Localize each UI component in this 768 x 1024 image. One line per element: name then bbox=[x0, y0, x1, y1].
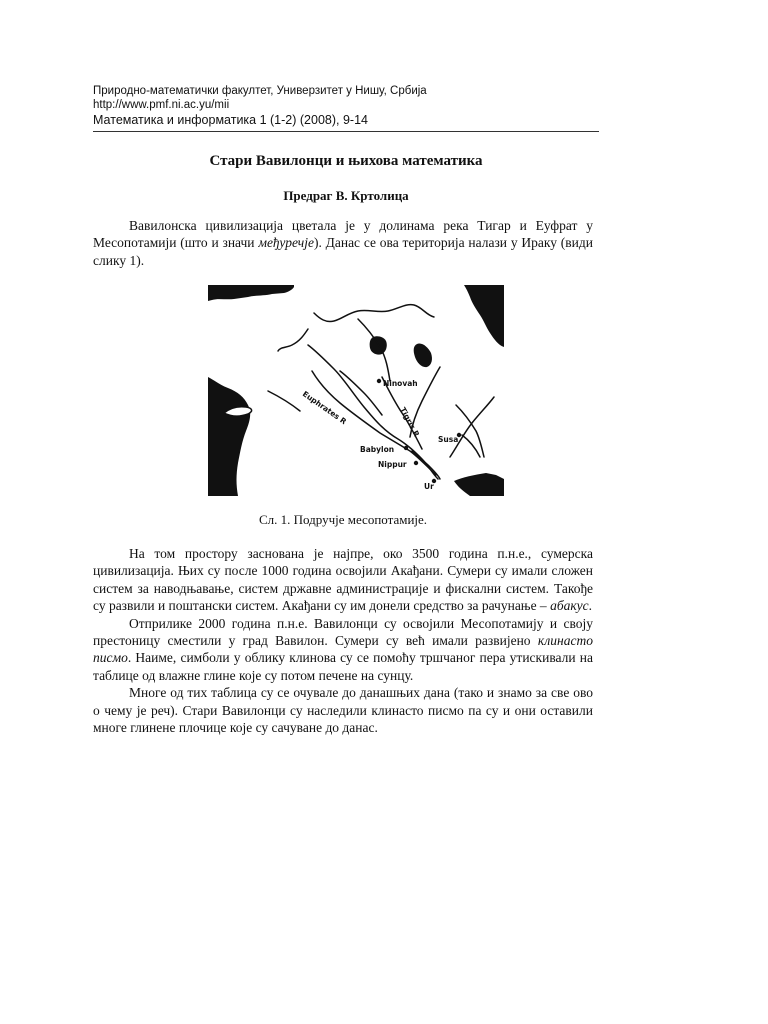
intro-paragraph-block bbox=[93, 217, 593, 269]
body-text-block bbox=[93, 545, 593, 736]
p1-text-b: . bbox=[588, 598, 593, 614]
body-paragraph-2 bbox=[93, 615, 593, 685]
p2-text-a: Отприлике 2000 година п.н.е. Вавилонци су освојили Месопотамију и своју престоницу сместили у град Вавилон. Сумери су већ имали развијено bbox=[93, 615, 593, 649]
intro-text-b: ). Данас се ова територија налази у Ираку (види слику 1). bbox=[93, 235, 593, 268]
p2-text-b: . Наиме, симболи у облику клинова су се помоћу тршчаног пера утискивали на таблице од влажне глине које су потом печене на сунцу. bbox=[93, 650, 593, 683]
label-susa: Susa bbox=[438, 435, 459, 444]
label-tigris: Tigris R bbox=[398, 405, 422, 439]
article-title: Стари Вавилонци и њихова математика bbox=[209, 153, 483, 169]
body-paragraph-1 bbox=[93, 545, 593, 615]
p1-emphasis: абакус bbox=[550, 598, 589, 614]
p1-text-a: На том простору заснована је најпре, око 3500 година п.н.е., сумерска цивилизација. Њих су после 1000 година освојили Акађани. Сумери су имали сложен систем за наводњавање, систем државне администрације и фискални систем. Такође су развили и поштански систем. Акађани су им донели средство за рачунање – bbox=[93, 546, 593, 614]
p2-emphasis: клинасто писмо bbox=[93, 633, 593, 666]
label-ur: Ur bbox=[424, 482, 434, 491]
label-euphrates: Euphrates R bbox=[300, 389, 349, 427]
journal-citation: Математика и информатика 1 (1-2) (2008), 9-14 bbox=[93, 113, 368, 127]
journal-url[interactable]: http://www.pmf.ni.ac.yu/mii bbox=[93, 99, 230, 111]
article-author: Предраг В. Кртолица bbox=[283, 188, 409, 203]
intro-text-a: Вавилонска цивилизација цветала је у долинама река Тигар и Еуфрат у Месопотамији (што и значи bbox=[93, 218, 593, 251]
figure-caption: Сл. 1. Подручје месопотамије. bbox=[258, 512, 428, 527]
intro-emphasis: међуречје bbox=[258, 235, 314, 251]
label-nippur: Nippur bbox=[378, 460, 407, 469]
mesopotamia-map-figure bbox=[208, 285, 504, 496]
body-paragraph-3: Многе од тих таблица су се очувале до данашњих дана (тако и знамо за све ово о чему је реч). Стари Вавилонци су наследили клинасто писмо па су и они оставили многе глинене плочице које су сачуване до данас. bbox=[93, 685, 593, 736]
journal-header bbox=[93, 84, 599, 128]
label-ninevah: Ninovah bbox=[383, 379, 418, 388]
header-divider bbox=[93, 131, 599, 132]
label-babylon: Babylon bbox=[360, 445, 395, 454]
intro-paragraph bbox=[93, 217, 593, 269]
institution-line: Природно-математички факултет, Универзитет у Нишу, Србија bbox=[93, 85, 427, 97]
